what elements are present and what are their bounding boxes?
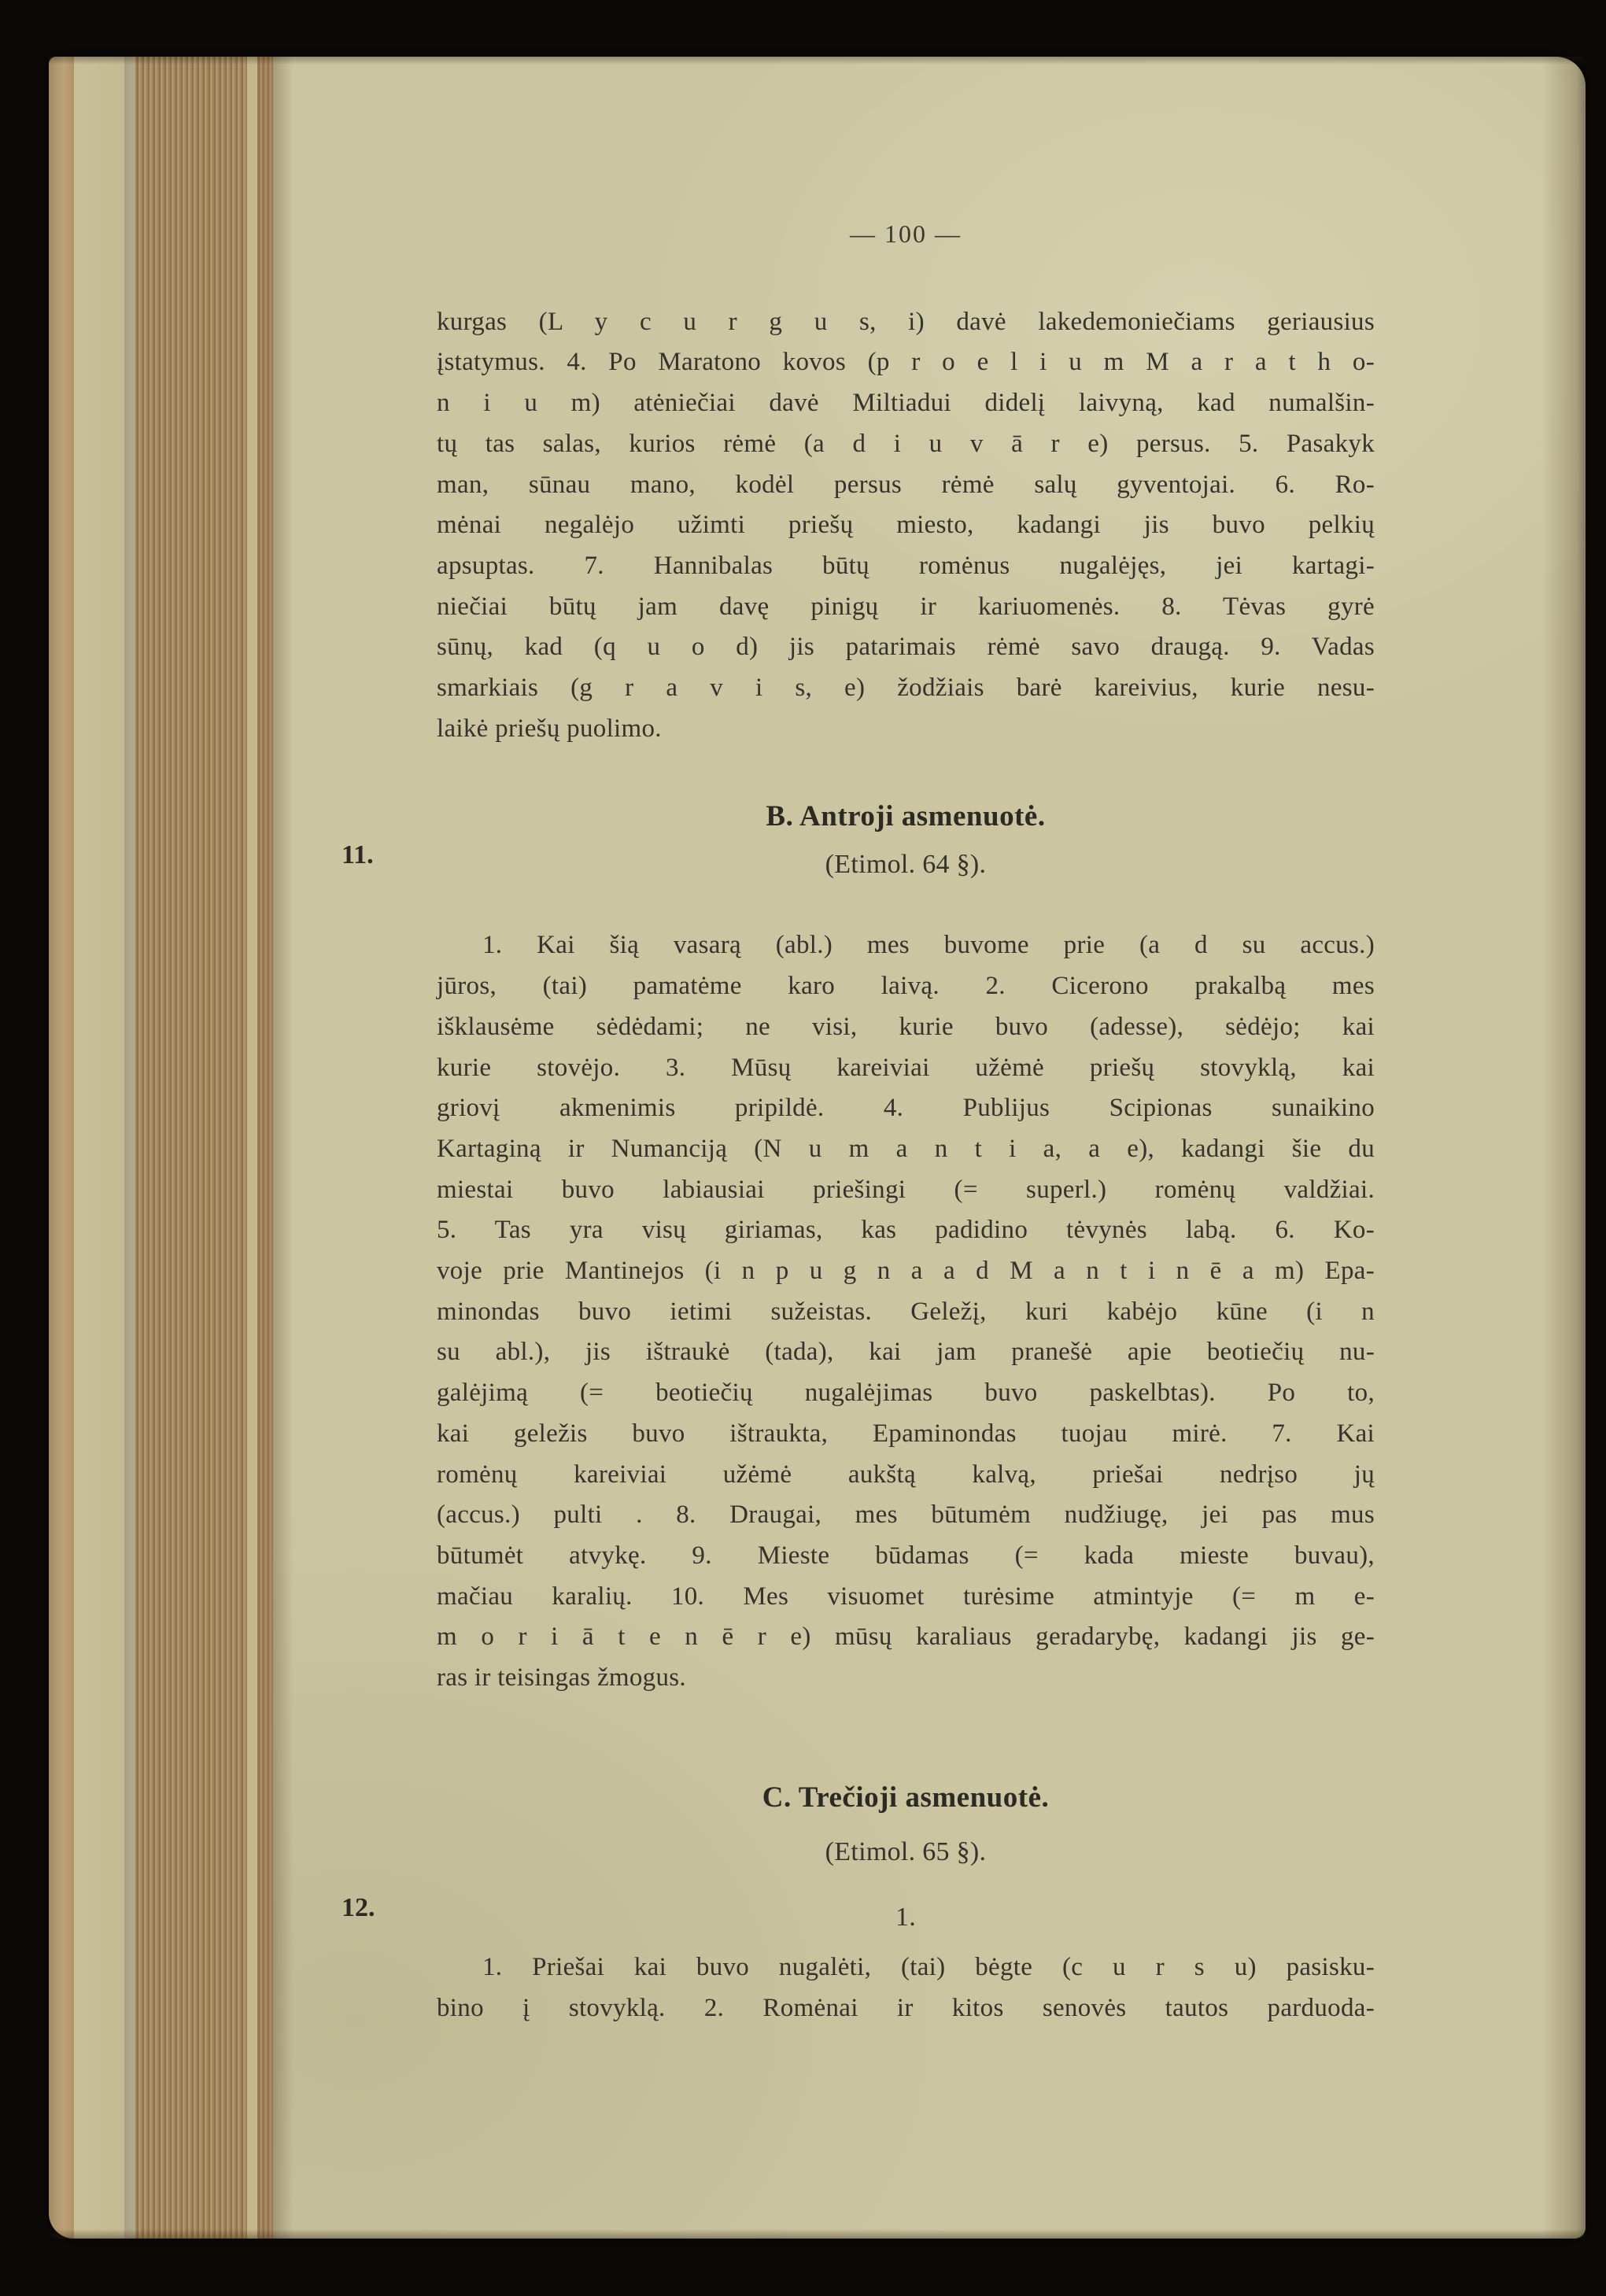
- text-line: galėjimą (= beotiečių nugalėjimas buvo paskelbtas). Po to,: [437, 1379, 1375, 1408]
- text-line: ras ir teisingas žmogus.: [437, 1663, 686, 1692]
- text-line: kurgas (L y c u r g u s, i) davė lakedemoniečiams geriausius: [437, 307, 1375, 336]
- section-c-heading: C. Trečioji asmenuotė.: [762, 1781, 1050, 1814]
- paragraph-continuation: [437, 302, 1375, 750]
- page-stack-striped-band-2: [257, 57, 273, 2239]
- text-line: Kartaginą ir Numanciją (N u m a n t i a, a e), kadangi šie du: [437, 1134, 1375, 1163]
- text-line: įstatymus. 4. Po Maratono kovos (p r o e l i u m M a r a t h o-: [437, 348, 1375, 377]
- text-line: laikė priešų puolimo.: [437, 714, 662, 743]
- page-bottom-shadow: [49, 2229, 1586, 2239]
- page-stack-edge-outer: [49, 57, 74, 2239]
- text-line: 1. Priešai kai buvo nugalėti, (tai) bėgte (c u r s u) pasisku-: [482, 1952, 1375, 1981]
- text-line: miestai buvo labiausiai priešingi (= superl.) romėnų valdžiai.: [437, 1175, 1375, 1204]
- section-c-subheading: (Etimol. 65 §).: [825, 1836, 987, 1866]
- text-line: niečiai būtų jam davę pinigų ir kariuomenės. 8. Tėvas gyrė: [437, 592, 1375, 621]
- text-line: būtumėt atvykę. 9. Mieste būdamas (= kada mieste buvau),: [437, 1541, 1375, 1570]
- text-line: griovį akmenimis pripildė. 4. Publijus Scipionas sunaikino: [437, 1094, 1375, 1123]
- text-line: tų tas salas, kurios rėmė (a d i u v ā r e) persus. 5. Pasakyk: [437, 429, 1375, 458]
- section-c-part-number: 1.: [895, 1902, 917, 1932]
- margin-exercise-number-11: 11.: [342, 840, 374, 869]
- page-stack-striped-band: [135, 57, 247, 2239]
- text-line: n i u m) atėniečiai davė Miltiadui didelį laivyną, kad numalšin-: [437, 389, 1375, 418]
- text-line: 5. Tas yra visų giriamas, kas padidino tėvynės labą. 6. Ko-: [437, 1216, 1375, 1245]
- book-page: [49, 57, 1586, 2239]
- page-number: — 100 —: [850, 220, 962, 248]
- text-line: 1. Kai šią vasarą (abl.) mes buvome prie (a d su accus.): [482, 931, 1375, 960]
- text-line: voje prie Mantinejos (i n p u g n a a d M a n t i n ē a m) Epa-: [437, 1257, 1375, 1286]
- text-column: [437, 57, 1375, 2028]
- section-c-exercise-paragraph: [437, 1947, 1375, 2028]
- text-line: (accus.) pulti . 8. Draugai, mes būtumėm nudžiugę, jei pas mus: [437, 1501, 1375, 1530]
- text-line: išklausėme sėdėdami; ne visi, kurie buvo (adesse), sėdėjo; kai: [437, 1012, 1375, 1041]
- page-right-curl-shadow: [1541, 57, 1586, 2239]
- page-stack-edge-light: [74, 57, 124, 2239]
- text-line: sūnų, kad (q u o d) jis patarimais rėmė savo draugą. 9. Vadas: [437, 633, 1375, 662]
- text-line: apsuptas. 7. Hannibalas būtų romėnus nugalėjęs, jei kartagi-: [437, 551, 1375, 580]
- text-line: jūros, (tai) pamatėme karo laivą. 2. Cicerono prakalbą mes: [437, 972, 1375, 1001]
- page-stack-gap: [247, 57, 257, 2239]
- page-stack-edge-line: [124, 57, 135, 2239]
- text-line: mačiau karalių. 10. Mes visuomet turėsime atmintyje (= m e-: [437, 1582, 1375, 1611]
- section-b-heading: B. Antroji asmenuotė.: [766, 800, 1046, 833]
- text-line: smarkiais (g r a v i s, e) žodžiais barė kareivius, kurie nesu-: [437, 674, 1375, 703]
- text-line: minondas buvo ietimi sužeistas. Geležį, kuri kabėjo kūne (i n: [437, 1297, 1375, 1326]
- text-line: mėnai negalėjo užimti priešų miesto, kadangi jis buvo pelkių: [437, 511, 1375, 540]
- text-line: su abl.), jis ištraukė (tada), kai jam pranešė apie beotiečių nu-: [437, 1338, 1375, 1367]
- margin-exercise-number-12: 12.: [342, 1893, 375, 1922]
- text-line: man, sūnau mano, kodėl persus rėmė salų gyventojai. 6. Ro-: [437, 470, 1375, 499]
- page-gutter-shadow: [273, 57, 294, 2239]
- text-line: m o r i ā t e n ē r e) mūsų karaliaus geradarybę, kadangi jis ge-: [437, 1622, 1375, 1652]
- text-line: kurie stovėjo. 3. Mūsų kareiviai užėmė priešų stovyklą, kai: [437, 1053, 1375, 1082]
- section-b-exercise-paragraph: [437, 925, 1375, 1698]
- section-b-subheading: (Etimol. 64 §).: [825, 850, 987, 880]
- text-line: kai geležis buvo ištraukta, Epaminondas tuojau mirė. 7. Kai: [437, 1419, 1375, 1448]
- text-line: bino į stovyklą. 2. Romėnai ir kitos senovės tautos parduoda-: [437, 1993, 1375, 2022]
- text-line: romėnų kareiviai užėmė aukštą kalvą, priešai nedrįso jų: [437, 1460, 1375, 1489]
